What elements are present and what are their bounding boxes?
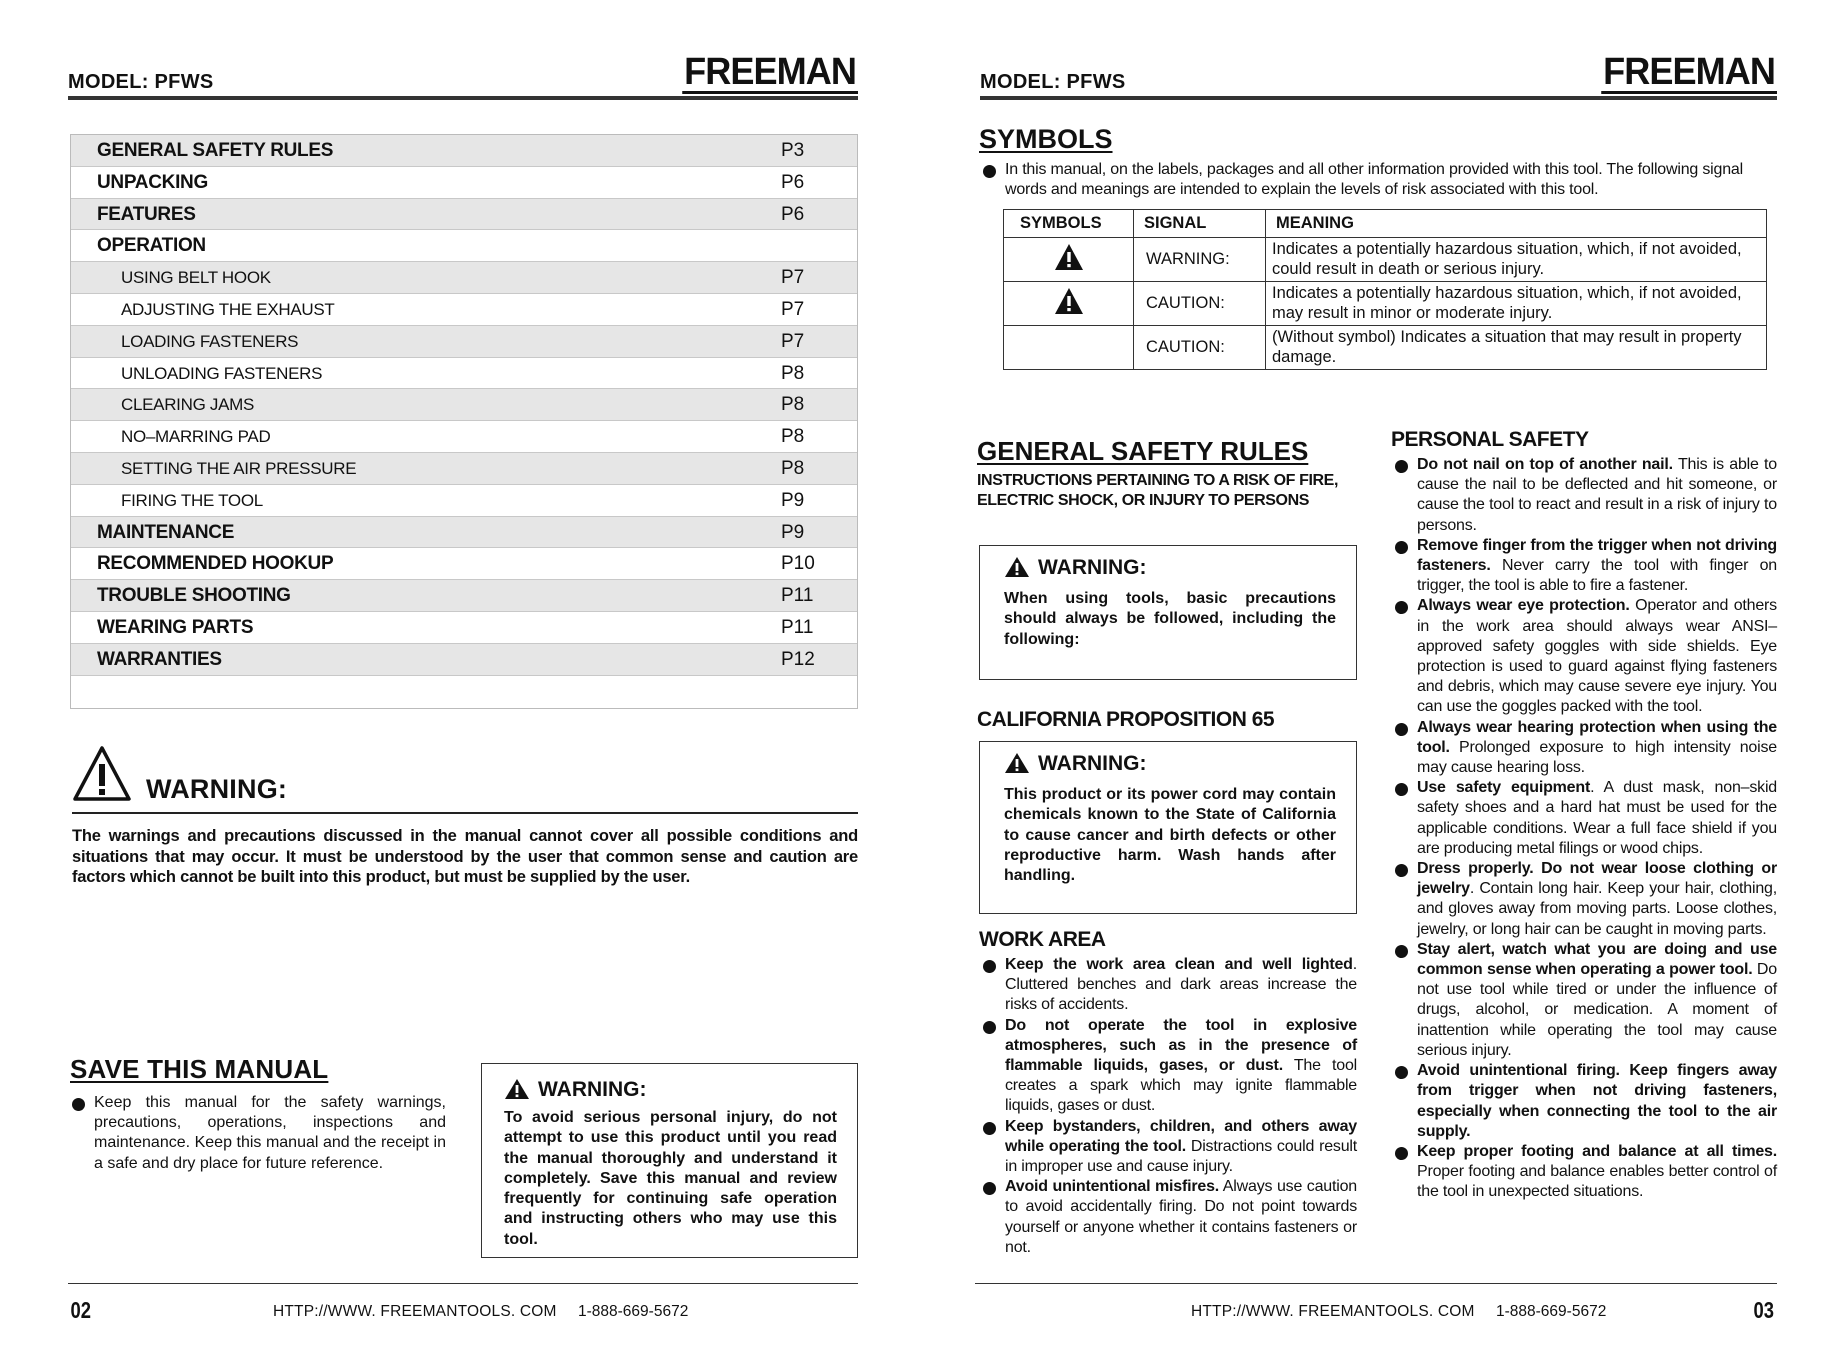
prop65-warning-title: WARNING:: [1038, 752, 1147, 775]
signal-cell: WARNING:: [1134, 238, 1266, 282]
list-item-text: . Cluttered benches and dark areas increase the risks of accidents.: [1005, 956, 1357, 1014]
toc-page: P6: [781, 171, 805, 193]
signal-cell: CAUTION:: [1134, 282, 1266, 326]
toc-page: P8: [781, 394, 805, 416]
bullet-icon: [983, 1122, 996, 1135]
toc-row: [71, 294, 857, 326]
page-footer: [975, 1283, 1777, 1333]
bullet-icon: [1395, 723, 1408, 736]
bullet-icon: [1395, 1147, 1408, 1160]
list-item: [1395, 718, 1777, 779]
warning-triangle-icon: [1054, 287, 1084, 315]
list-item-bold: Keep bystanders, children, and others away while operating the tool.: [1005, 1117, 1357, 1155]
toc-label: USING BELT HOOK: [121, 268, 271, 288]
meaning-cell: Indicates a potentially hazardous situation, which, if not avoided, could result in death or serious injury.: [1266, 238, 1767, 282]
table-header: SIGNAL: [1134, 210, 1266, 238]
warning-title: WARNING:: [146, 774, 288, 804]
toc-label: UNPACKING: [97, 171, 208, 193]
gsr-warning-box: [979, 545, 1357, 680]
toc-row: [71, 517, 857, 549]
personal-safety-list: [1395, 455, 1777, 1203]
list-item-text: Never carry the tool with finger on trigger, the tool is able to fire a fastener.: [1417, 557, 1777, 595]
work-area-title: WORK AREA: [979, 928, 1106, 951]
personal-safety-title: PERSONAL SAFETY: [1391, 428, 1589, 451]
list-item-bold: Stay alert, watch what you are doing and use common sense when operating a power tool.: [1417, 940, 1777, 979]
warning-rule: [72, 812, 858, 814]
list-item: [983, 1117, 1357, 1178]
toc-label: RECOMMENDED HOOKUP: [97, 553, 334, 575]
warning-triangle-icon: [504, 1078, 530, 1100]
list-item-bold: Remove finger from the trigger when not driving fasteners.: [1417, 536, 1777, 575]
toc-label: FIRING THE TOOL: [121, 490, 263, 510]
table-row: [1004, 238, 1767, 282]
table-row: [1004, 282, 1767, 326]
list-item-text: This is able to cause the nail to be deflected and hit someone, or cause the tool to react and result in a risk of injury to persons.: [1417, 456, 1777, 534]
bullet-icon: [983, 1182, 996, 1195]
gsr-warning-title: WARNING:: [1038, 556, 1147, 579]
toc-label: SETTING THE AIR PRESSURE: [121, 458, 357, 478]
toc-row: [71, 580, 857, 612]
toc-label: MAINTENANCE: [97, 521, 235, 543]
list-item: [1395, 455, 1777, 536]
general-safety-rules-subtitle: INSTRUCTIONS PERTAINING TO A RISK OF FIRE, ELECTRIC SHOCK, OR INJURY TO PERSONS: [977, 472, 1338, 510]
model-label: MODEL: PFWS: [68, 71, 214, 93]
toc-label: UNLOADING FASTENERS: [121, 363, 323, 383]
general-safety-rules-title: GENERAL SAFETY RULES: [977, 436, 1309, 466]
toc-row: [71, 326, 857, 358]
toc-row: [71, 548, 857, 580]
freeman-logo: FREEMAN: [684, 51, 857, 93]
toc-label: OPERATION: [97, 235, 206, 257]
bullet-icon: [983, 960, 996, 973]
bullet-icon: [1395, 541, 1408, 554]
bullet-icon: [1395, 864, 1408, 877]
save-warning-text: To avoid serious personal injury, do not attempt to use this product until you read the manual thoroughly and understand it completely. Save this manual and review frequently for continuing safe operation and instructing others who may use this tool.: [504, 1109, 837, 1248]
toc-page: P11: [781, 616, 814, 638]
list-item: [983, 1016, 1357, 1117]
warning-triangle-icon: [1004, 752, 1030, 774]
save-manual-title: SAVE THIS MANUAL: [70, 1054, 329, 1084]
work-area-list: [983, 955, 1357, 1258]
save-manual-text: [72, 1093, 446, 1174]
toc-page: P9: [781, 489, 805, 511]
list-item-text: . Contain long hair. Keep your hair, clothing, and gloves away from moving parts. Loose clothes, jewelry, or long hair can be caught in moving parts.: [1417, 880, 1777, 938]
toc-page: P7: [781, 267, 805, 289]
freeman-logo: FREEMAN: [1603, 51, 1776, 93]
toc-label: TROUBLE SHOOTING: [97, 585, 291, 607]
toc-row: [71, 389, 857, 421]
toc-page: P11: [781, 585, 814, 607]
toc-row: [71, 644, 857, 676]
signal-cell: CAUTION:: [1134, 326, 1266, 370]
meaning-cell: Indicates a potentially hazardous situation, which, if not avoided, may result in minor or moderate injury.: [1266, 282, 1767, 326]
list-item-text: . A dust mask, non–skid safety shoes and a hard hat must be used for the applicable conditions. Wear a full face shield if you are producing metal filings or wood chips.: [1417, 779, 1777, 857]
page-footer: [68, 1283, 858, 1333]
table-header: SYMBOLS: [1004, 210, 1134, 238]
symbols-title: SYMBOLS: [979, 124, 1113, 154]
footer-rule: [68, 1283, 858, 1284]
symbols-intro-text: In this manual, on the labels, packages and all other information provided with this tool. The following signal words and meanings are intended to explain the levels of risk associated with this tool.: [1005, 161, 1743, 198]
list-item-text: Distractions could result in improper use and cause injury.: [1005, 1137, 1357, 1176]
list-item-text: Prolonged exposure to high intensity noise may cause hearing loss.: [1417, 738, 1777, 777]
toc-page: P8: [781, 362, 805, 384]
list-item: [1395, 596, 1777, 717]
toc-empty-row: [71, 676, 857, 708]
list-item: [1395, 1142, 1777, 1203]
toc-page: P7: [781, 298, 805, 320]
list-item-text: Always use caution to avoid accidentally firing. Do not point towards yourself or anyone whether it contains fasteners or not.: [1005, 1178, 1358, 1256]
toc-page: P12: [781, 648, 815, 670]
list-item: [1395, 859, 1777, 940]
toc-row: [71, 421, 857, 453]
toc-page: P9: [781, 521, 805, 543]
list-item-text: Proper footing and balance enables better control of the tool in unexpected situations.: [1417, 1163, 1777, 1201]
toc-row: [71, 199, 857, 231]
page-number: 02: [70, 1297, 92, 1323]
toc-row: [71, 230, 857, 262]
header-rule: [980, 96, 1777, 100]
bullet-icon: [1395, 601, 1408, 614]
list-item-text: Do not use tool while tired or under the influence of drugs, alcohol, or medication. A moment of inattention while operating the tool may cause serious injury.: [1417, 961, 1777, 1059]
toc-page: P8: [781, 426, 805, 448]
toc-label: WEARING PARTS: [97, 616, 254, 638]
prop65-warning-heading: [1004, 752, 1336, 776]
symbol-cell: [1004, 238, 1134, 282]
table-of-contents: [70, 134, 858, 709]
table-header-row: [1004, 210, 1767, 238]
model-label: MODEL: PFWS: [980, 71, 1126, 93]
list-item-bold: Do not nail on top of another nail.: [1417, 456, 1673, 473]
bullet-icon: [1395, 945, 1408, 958]
symbol-cell: [1004, 326, 1134, 370]
bullet-icon: [1395, 1066, 1408, 1079]
bullet-icon: [1395, 460, 1408, 473]
meaning-cell: (Without symbol) Indicates a situation that may result in property damage.: [1266, 326, 1767, 370]
page-header: [68, 52, 858, 100]
prop65-title: CALIFORNIA PROPOSITION 65: [977, 708, 1275, 731]
toc-label: NO–MARRING PAD: [121, 427, 271, 447]
bullet-icon: [983, 1021, 996, 1034]
toc-row: [71, 485, 857, 517]
header-rule: [68, 96, 858, 100]
list-item: [1395, 1061, 1777, 1142]
symbol-cell: [1004, 282, 1134, 326]
list-item-bold: Keep the work area clean and well lighted: [1005, 956, 1353, 973]
list-item-bold: Dress properly. Do not wear loose clothing or jewelry: [1417, 860, 1777, 898]
bullet-icon: [983, 165, 996, 178]
right-page: [917, 0, 1834, 1361]
toc-label: GENERAL SAFETY RULES: [97, 140, 334, 161]
list-item-bold: Avoid unintentional firing. Keep fingers away from trigger when not driving fasteners, especially when connecting the tool to the air supply.: [1417, 1062, 1777, 1140]
bullet-icon: [72, 1098, 85, 1111]
bullet-icon: [1395, 783, 1408, 796]
list-item-bold: Always wear hearing protection when using the tool.: [1417, 718, 1777, 756]
toc-label: ADJUSTING THE EXHAUST: [121, 299, 335, 319]
toc-label: WARRANTIES: [97, 648, 222, 670]
toc-page: P10: [781, 553, 815, 575]
table-header: MEANING: [1266, 210, 1767, 238]
footer-rule: [975, 1283, 1777, 1284]
list-item-bold: Avoid unintentional misfires.: [1005, 1178, 1220, 1196]
list-item-bold: Use safety equipment: [1417, 779, 1591, 797]
footer-url[interactable]: HTTP://WWW. FREEMANTOOLS. COM: [1191, 1303, 1475, 1320]
save-warning-box: [481, 1063, 858, 1258]
symbols-intro: [983, 160, 1777, 200]
list-item-text: The tool creates a spark which may ignite flammable liquids, gases or dust.: [1005, 1057, 1357, 1115]
toc-page: P6: [781, 203, 805, 225]
list-item-bold: Do not operate the tool in explosive atmospheres, such as in the presence of flammable liquids, gases, or dust.: [1005, 1016, 1357, 1075]
warning-triangle-icon: [72, 744, 132, 804]
toc-page: P7: [781, 330, 805, 352]
list-item-bold: Keep proper footing and balance at all times.: [1417, 1142, 1777, 1160]
save-warning-heading: [504, 1078, 837, 1102]
toc-row: [71, 453, 857, 485]
list-item: [983, 1177, 1357, 1258]
list-item-text: Operator and others in the work area should always wear ANSI–approved safety goggles with side shields. Eye protection is used to guard against flying fasteners and debris, which may cause severe eye injury. You can use the goggles packed with the tool.: [1417, 597, 1777, 716]
toc-page: P3: [781, 140, 805, 161]
footer-phone: 1-888-669-5672: [1496, 1303, 1607, 1320]
toc-row: [71, 358, 857, 390]
list-item: [1395, 536, 1777, 597]
toc-label: LOADING FASTENERS: [121, 331, 299, 351]
list-item: [1395, 778, 1777, 859]
warning-triangle-icon: [1054, 243, 1084, 271]
save-manual-body: Keep this manual for the safety warnings, precautions, operations, inspections and maintenance. Keep this manual and the receipt in a safe and dry place for future reference.: [94, 1094, 446, 1172]
list-item: [1395, 940, 1777, 1061]
toc-row: [71, 167, 857, 199]
gsr-warning-heading: [1004, 556, 1336, 580]
toc-label: CLEARING JAMS: [121, 395, 255, 415]
toc-page: P8: [781, 457, 805, 479]
footer-url[interactable]: HTTP://WWW. FREEMANTOOLS. COM: [273, 1303, 557, 1320]
toc-row: [71, 612, 857, 644]
table-row: [1004, 326, 1767, 370]
toc-label: FEATURES: [97, 203, 196, 225]
gsr-warning-text: When using tools, basic precautions should always be followed, including the following:: [1004, 590, 1336, 648]
toc-row: [71, 135, 857, 167]
symbols-table: [1003, 209, 1767, 370]
page-number: 03: [1753, 1297, 1775, 1323]
list-item: [983, 955, 1357, 1016]
list-item-bold: Always wear eye protection.: [1417, 597, 1630, 615]
footer-phone: 1-888-669-5672: [578, 1303, 689, 1320]
page-header: [980, 52, 1777, 100]
toc-row: [71, 262, 857, 294]
prop65-warning-text: This product or its power cord may contain chemicals known to the State of California to cause cancer and birth defects or other reproductive harm. Wash hands after handling.: [1004, 786, 1336, 885]
prop65-warning-box: [979, 741, 1357, 914]
warning-text: The warnings and precautions discussed in the manual cannot cover all possible conditions and situations that may occur. It must be understood by the user that common sense and caution are factors which cannot be built into this product, but must be supplied by the user.: [72, 827, 858, 886]
save-warning-title: WARNING:: [538, 1078, 647, 1101]
warning-triangle-icon: [1004, 556, 1030, 578]
